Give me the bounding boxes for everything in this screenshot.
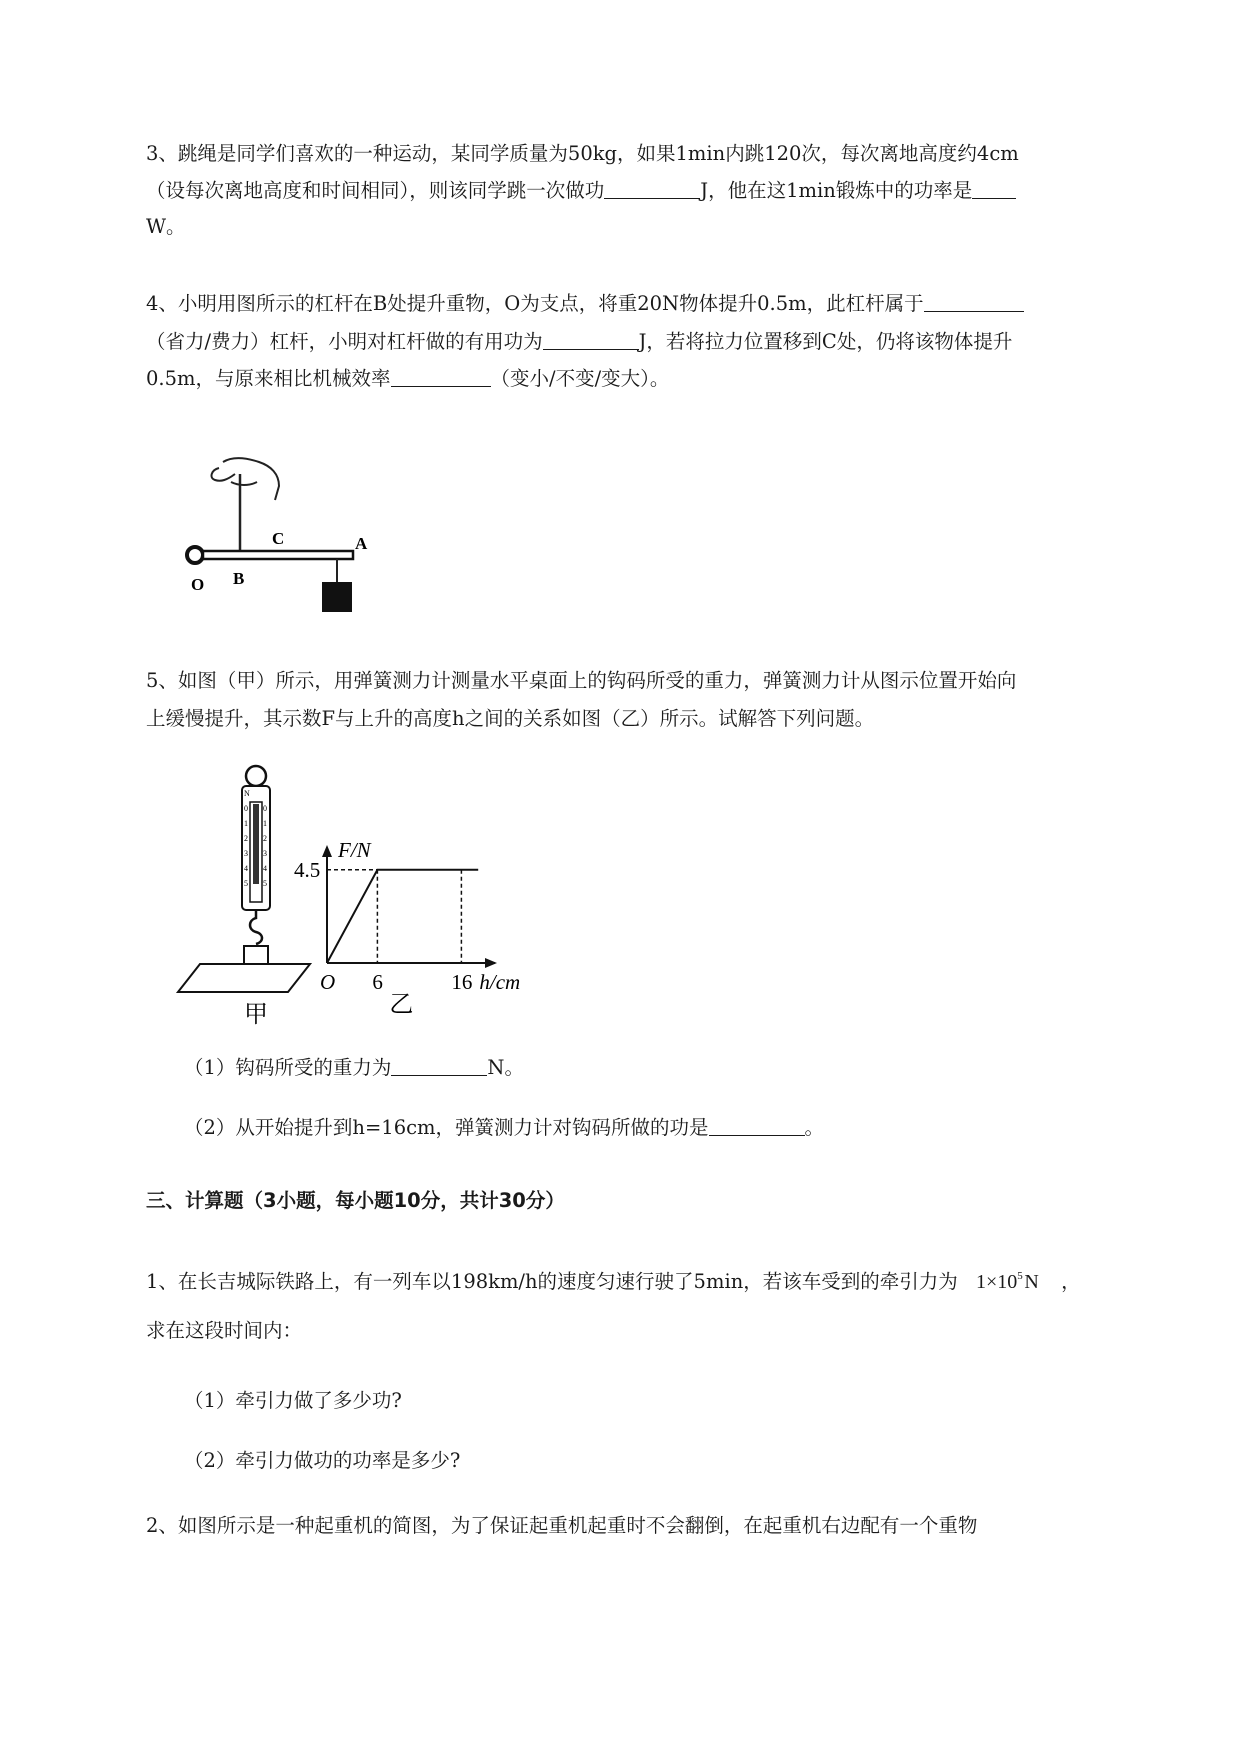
q5-line-1: 5、如图（甲）所示，用弹簧测力计测量水平桌面上的钩码所受的重力，弹簧测力计从图示位置开始向 [146,669,1017,692]
q5-text: 。 [804,1116,825,1139]
scale-tick-left: 1 [244,819,248,828]
scale-tick-right: 0 [263,804,267,813]
c1-line-1 [146,1263,1081,1295]
q4-text: （变小/不变/变大）。 [490,367,670,390]
scale-tick-right: 2 [263,834,267,843]
table-surface [178,964,310,992]
scale-tick-right: 1 [263,819,267,828]
c1-sub-2: （2）牵引力做功的功率是多少? [184,1449,461,1472]
force-height-chart [294,760,560,1025]
x-axis-arrow [485,958,497,968]
scale-tick-left: 3 [244,849,248,858]
scale-tick-right: 5 [263,879,267,888]
answer-blank[interactable] [709,1115,805,1136]
q4-line-3 [146,366,669,392]
c1-text: 1、在长吉城际铁路上，有一列车以198km/h的速度匀速行驶了5min，若该车受到的牵引力为 [146,1270,958,1293]
answer-blank[interactable] [391,1055,487,1076]
scale-tick-right: 4 [263,864,267,873]
c2-line-1: 2、如图所示是一种起重机的简图，为了保证起重机起重时不会翻倒，在起重机右边配有一个重物 [146,1514,978,1537]
scale-tick-left: N [244,789,250,798]
q3-line-1: 3、跳绳是同学们喜欢的一种运动，某同学质量为50kg，如果1min内跳120次，每次离地高度约4cm [146,142,1019,165]
x-axis-label: h/cm [479,970,521,994]
force-exponent: 5 [1017,1270,1023,1282]
answer-blank[interactable] [604,178,700,199]
label-o: O [191,575,205,594]
force-value [976,1271,1039,1293]
q4-line-1 [146,291,1024,317]
x-tick-label: 16 [451,970,473,994]
c1-line-2: 求在这段时间内： [146,1319,303,1342]
q5-sub-1 [184,1055,524,1081]
origin-label: O [320,970,336,994]
c1-text: ， [1061,1270,1081,1293]
q4-text: （省力/费力）杠杆，小明对杠杆做的有用功为 [146,330,543,353]
scale-tick-left: 0 [244,804,248,813]
series-line [327,870,478,963]
label-b: B [233,569,245,588]
y-tick-label: 4.5 [294,857,321,882]
scale-tick-left: 4 [244,864,248,873]
q3-text: （设每次离地高度和时间相同），则该同学跳一次做功 [146,179,605,202]
q3-line-3: W。 [146,215,186,238]
q4-text: J，若将拉力位置移到C处，仍将该物体提升 [638,330,1013,353]
force-mantissa: 1×10 [975,1271,1018,1293]
c1-sub-1: （1）牵引力做了多少功? [184,1389,402,1412]
force-unit: N [1024,1271,1039,1293]
q3-line-2 [146,178,1016,204]
q5-line-2: 上缓慢提升，其示数F与上升的高度h之间的关系如图（乙）所示。试解答下列问题。 [146,707,875,730]
q3-text: J，他在这1min锻炼中的功率是 [700,179,973,202]
lever-figure [175,452,375,620]
label-c: C [272,529,285,548]
spring-scale-figure [170,760,320,1028]
answer-blank[interactable] [391,366,491,387]
answer-blank[interactable] [924,291,1024,312]
label-a: A [355,534,368,553]
q4-text: 0.5m，与原来相比机械效率 [146,367,391,390]
weight-block [322,582,352,612]
q4-line-2 [146,329,1012,355]
hand-icon [212,458,279,500]
q5-text: （1）钩码所受的重力为 [184,1056,392,1079]
scale-tick-left: 2 [244,834,248,843]
answer-blank[interactable] [543,329,639,350]
q5-text: （2）从开始提升到h=16cm，弹簧测力计对钩码所做的功是 [184,1116,709,1139]
x-tick-label: 6 [372,970,383,994]
scale-tick-left: 5 [244,879,248,888]
y-axis-arrow [322,845,332,857]
pivot-o [187,547,203,563]
answer-blank[interactable] [972,178,1016,199]
caption-yi: 乙 [389,992,414,1018]
caption-jia: 甲 [244,1002,268,1028]
scale-tick-right: 3 [263,849,267,858]
section-heading: 三、计算题（3小题，每小题10分，共计30分） [146,1189,565,1212]
y-axis-label: F/N [338,838,371,862]
q4-text: 4、小明用图所示的杠杆在B处提升重物，O为支点，将重20N物体提升0.5m，此杠杆属于 [146,292,924,315]
q5-sub-2 [184,1115,824,1141]
q5-text: N。 [487,1056,524,1079]
